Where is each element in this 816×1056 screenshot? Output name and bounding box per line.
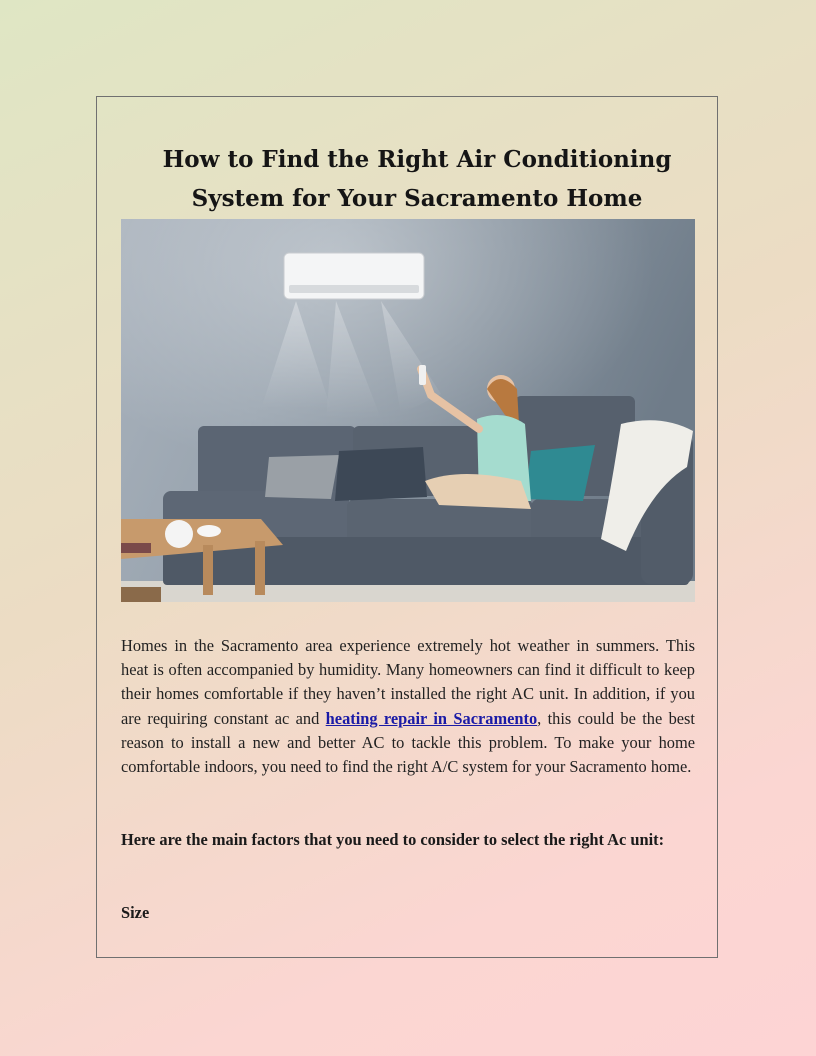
factors-heading: Here are the main factors that you need to consider to select the right Ac unit: (121, 830, 665, 849)
intro-paragraph (121, 634, 695, 779)
intro-text-after-link: , this could be the best reason to install a new and better AC to tackle this problem. To make your home comfortable indoors, you need to find the right A/C system for your Sacramento home. (121, 708, 695, 777)
size-heading: Size (121, 903, 150, 922)
intro-text-before-link: Homes in the Sacramento area experience extremely hot weather in summers. This heat is often accompanied by humidity. Many homeowners can find it difficult to keep their homes comfortable if they haven’t installed the right AC unit. In addition, if you are requiring constant ac and (121, 636, 695, 728)
page-title: How to Find the Right Air Conditioning System for Your Sacramento Home (162, 146, 672, 212)
heating-repair-link[interactable]: heating repair in Sacramento (325, 708, 538, 728)
air-conditioner-unit (284, 253, 424, 299)
hero-image (121, 219, 695, 602)
